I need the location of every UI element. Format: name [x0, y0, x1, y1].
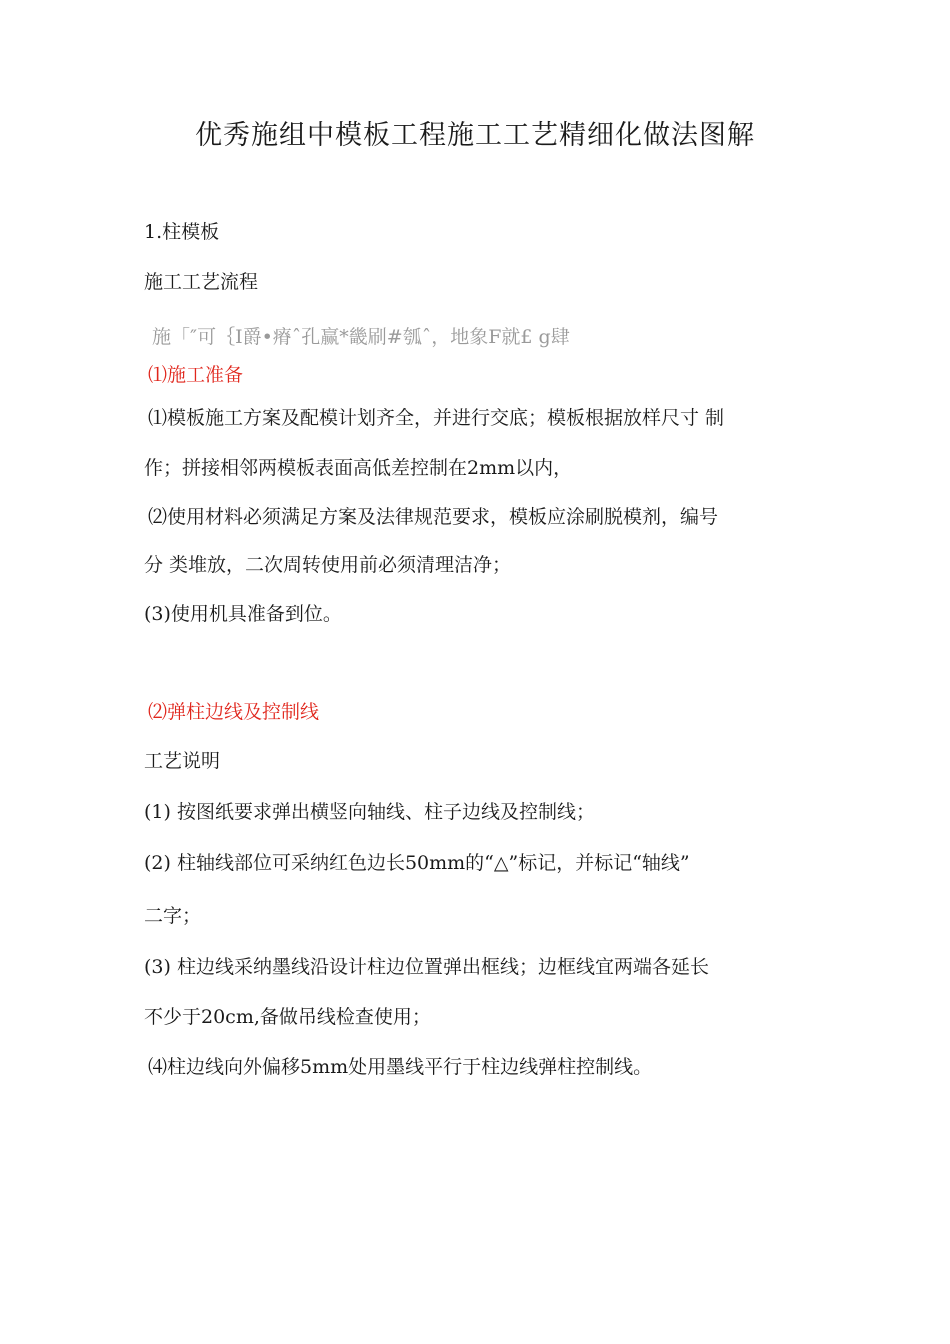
subsection-heading-2: ⑵弹柱边线及控制线	[148, 701, 320, 723]
flow-heading: 施工工艺流程	[144, 271, 259, 293]
paragraph-line: (2) 柱轴线部位可采纳红色边长50mm的“△”标记，并标记“轴线”	[144, 852, 690, 874]
section-heading: 1.柱模板	[144, 221, 220, 243]
paragraph-line: ⑵使用材料必须满足方案及法律规范要求，模板应涂刷脱模剂，编号	[148, 506, 719, 528]
paragraph-line: 作；拼接相邻两模板表面高低差控制在2mm以内，	[144, 457, 573, 479]
paragraph-line: 二字；	[144, 905, 202, 927]
paragraph-line: 不少于20cm,备做吊线检查使用；	[144, 1006, 431, 1028]
flow-garbled-text: 施「″可｛I爵•瘠ˆ孔赢*畿刷#瓠ˆ，地象F就£ g肆	[152, 326, 570, 348]
paragraph-line: (1) 按图纸要求弹出横竖向轴线、柱子边线及控制线；	[144, 801, 595, 823]
subsection-heading-1: ⑴施工准备	[148, 364, 244, 386]
paragraph-line: (3) 柱边线采纳墨线沿设计柱边位置弹出框线；边框线宜两端各延长	[144, 956, 709, 978]
paragraph-line: ⑷柱边线向外偏移5mm处用墨线平行于柱边线弹柱控制线。	[148, 1056, 653, 1078]
paragraph-line: ⑴模板施工方案及配模计划齐全，并进行交底；模板根据放样尺寸 制	[148, 407, 725, 429]
process-label: 工艺说明	[144, 750, 221, 772]
paragraph-line: (3)使用机具准备到位。	[144, 603, 342, 625]
paragraph-line: 分 类堆放，二次周转使用前必须清理洁净；	[144, 554, 512, 576]
page-title: 优秀施组中模板工程施工工艺精细化做法图解	[195, 120, 755, 151]
